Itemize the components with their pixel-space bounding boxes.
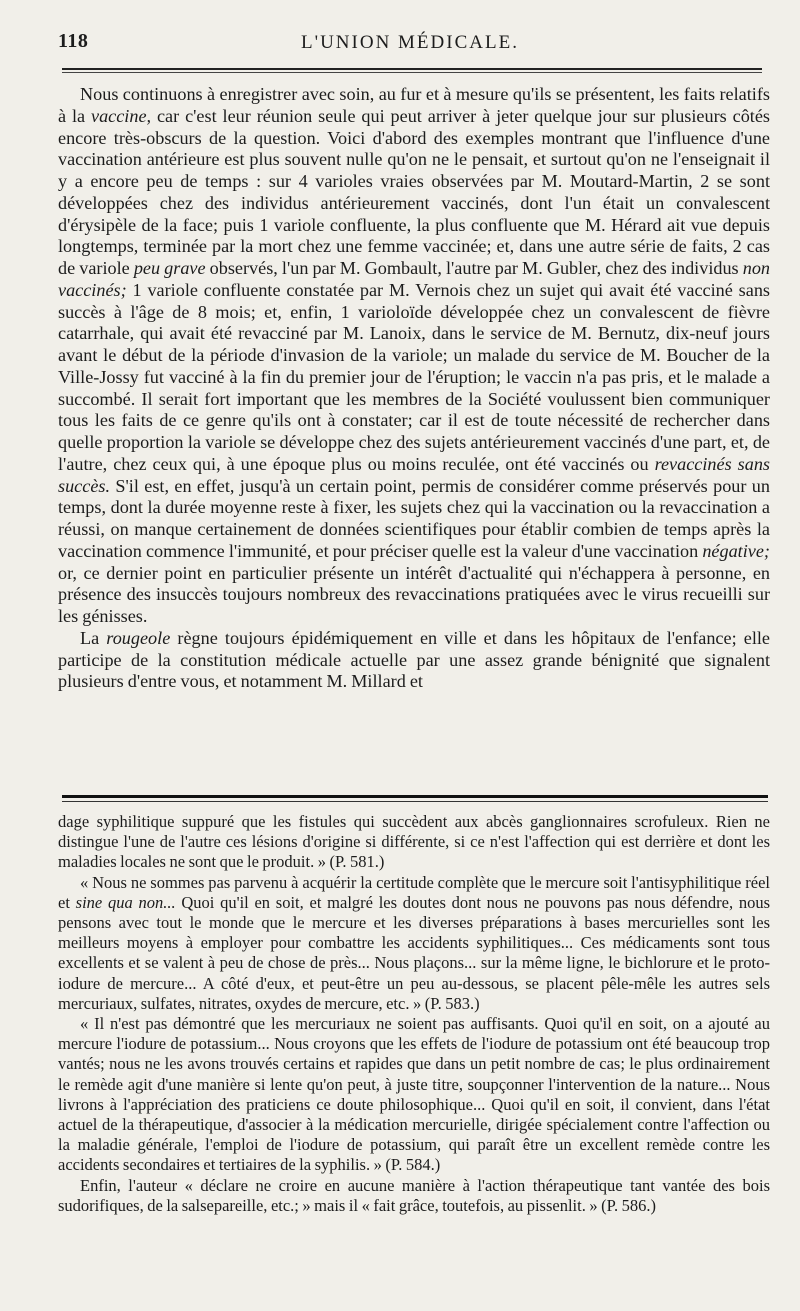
footnote-paragraph-1: dage syphilitique suppuré que les fistules qui succèdent aux abcès ganglionnaires scrofuleux. Rien ne distingue l'une de l'autre ces lésions d'origine si différente, si ce n'est l'affection qui est derrière et dont les maladies locales ne sont que le produit. » (P. 581.) xyxy=(58,812,770,872)
main-text xyxy=(58,84,770,693)
footnote-rule-thin xyxy=(62,801,768,802)
paragraph-rougeole: La rougeole règne toujours épidémiquement en ville et dans les hôpitaux de l'enfance; elle participe de la constitution médicale actuelle par une assez grande bénignité que signalent plusieurs d'entre vous, et notamment M. Millard et xyxy=(58,627,770,692)
paragraph-vaccine: Nous continuons à enregistrer avec soin, au fur et à mesure qu'ils se présentent, les faits relatifs à la vaccine, car c'est leur réunion seule qui peut arriver à jeter quelque jour sur plusieurs côtés encore très-obscurs de la question. Voici d'abord des exemples montrant que l'influence d'une vaccination antérieure est plus souvent nulle qu'on ne le pensait, et surtout qu'on ne l'enseignait il y a encore peu de temps : sur 4 varioles vraies observées par M. Moutard-Martin, 2 se sont développées chez des individus antérieurement vaccinés, dont l'un était un convalescent d'érysipèle de la face; puis 1 variole confluente, la plus confluente que M. Hérard ait vue depuis longtemps, terminée par la mort chez une femme vaccinée; et, dans une autre série de faits, 2 cas de variole peu grave observés, l'un par M. Gombault, l'autre par M. Gubler, chez des individus non vaccinés; 1 variole confluente constatée par M. Vernois chez un sujet qui avait été vacciné sans succès à l'âge de 8 mois; et, enfin, 1 varioloïde développée chez un convalescent de fièvre catarrhale, qui avait été revacciné par M. Lanoix, dans le service de M. Bernutz, dix-neuf jours avant le début de la période d'invasion de la variole; un malade du service de M. Boucher de la Ville-Jossy fut vacciné à la fin du premier jour de l'éruption; le vaccin n'a pas pris, et le malade a succombé. Il serait fort important que les membres de la Société voulussent bien communiquer tous les faits de ce genre qu'ils ont à constater; car il est de toute nécessité de rechercher dans quelle proportion la variole se développe chez des sujets antérieurement vaccinés d'une part, et, de l'autre, chez ceux qui, à une époque plus ou moins reculée, ont été vaccinés ou revaccinés sans succès. S'il est, en effet, jusqu'à un certain point, permis de considérer comme préservés pour un temps, dont la durée moyenne reste à fixer, les sujets chez qui la vaccination ou la revaccination a réussi, on manque certainement de données scientifiques pour établir combien de temps après la vaccination commence l'immunité, et pour préciser quelle est la valeur d'une vaccination négative; or, ce dernier point en particulier présente un intérêt d'actualité qui n'échappera à personne, en présence des insuccès toujours nombreux des revaccinations pratiquées avec le virus recueilli sur les génisses. xyxy=(58,84,770,626)
journal-title: L'UNION MÉDICALE. xyxy=(301,32,519,53)
footnote-rule xyxy=(62,795,768,798)
footnote-paragraph-3: « Il n'est pas démontré que les mercuriaux ne soient pas auffisants. Quoi qu'il en soit, on a ajouté au mercure l'iodure de potassium... Nous croyons que les effets de l'iodure de potassium ont été beaucoup trop vantés; nous ne les avons trouvés certains et rapides que dans un petit nombre de cas; le plus ordinairement le remède agit d'une manière si lente qu'on peut, à juste titre, soupçonner l'intervention de la nature... Nous livrons à l'appréciation des praticiens ce doute philosophique... Quoi qu'il en soit, il convient, dans l'état actuel de la thérapeutique, d'associer à la médication mercurielle, dirigée spécialement contre l'affection ou la maladie générale, l'emploi de l'iodure de potassium, qui paraît être un excellent remède contre les accidents secondaires et tertiaires de la syphilis. » (P. 584.) xyxy=(58,1014,770,1175)
header-rule-thin xyxy=(62,72,762,73)
header-rule xyxy=(62,68,762,70)
footnote-paragraph-2: « Nous ne sommes pas parvenu à acquérir la certitude complète que le mercure soit l'antisyphilitique réel et sine qua non... Quoi qu'il en soit, et malgré les doutes dont nous ne pouvons pas nous défendre, nous pensons avec tout le monde que le mercure et les diverses préparations à bases mercurielles sont les meilleurs moyens à employer pour combattre les accidents syphilitiques... Ces médicaments sont tous excellents et se valent à peu de chose de près... Nous plaçons... sur la même ligne, le bichlorure et le proto-iodure de mercure... A côté d'eux, et peut-être un peu au-dessous, se placent pêle-mêle les autres sels mercuriaux, sulfates, nitrates, oxydes de mercure, etc. » (P. 583.) xyxy=(58,872,770,1013)
footnote-text xyxy=(58,812,770,1216)
page-number: 118 xyxy=(58,30,89,52)
footnote-paragraph-4: Enfin, l'auteur « déclare ne croire en aucune manière à l'action thérapeutique tant vantée des bois sudorifiques, de la salsepareille, etc.; » mais il « fait grâce, toutefois, au pissenlit. » (P. 586.) xyxy=(58,1175,770,1215)
page-header xyxy=(58,30,762,64)
